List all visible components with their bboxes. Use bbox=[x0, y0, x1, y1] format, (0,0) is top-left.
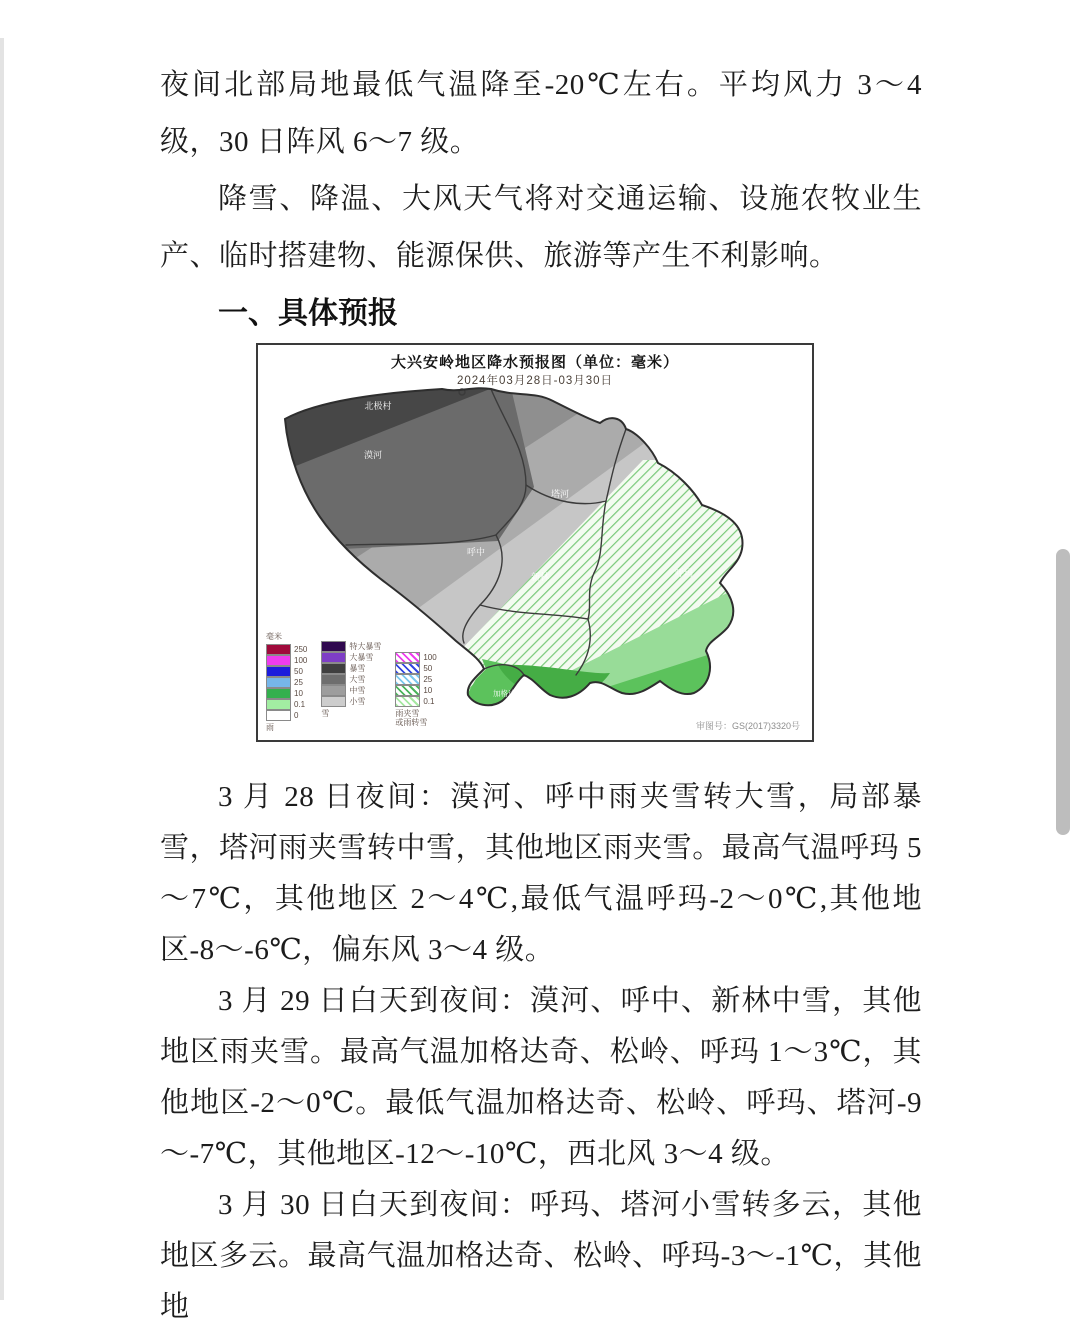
legend-value: 小雪 bbox=[349, 697, 366, 706]
legend-sleet-column bbox=[395, 652, 436, 732]
intro-paragraph-1: 夜间北部局地最低气温降至-20℃左右。平均风力 3～4 级，30 日阵风 6～7 级。 bbox=[160, 69, 922, 158]
legend-row bbox=[266, 677, 307, 688]
legend-row bbox=[395, 652, 436, 663]
forecast-section bbox=[160, 772, 922, 1333]
legend-swatch bbox=[266, 710, 291, 721]
legend-sleet-rows bbox=[395, 652, 436, 707]
legend-swatch bbox=[321, 685, 346, 696]
legend-value: 中雪 bbox=[349, 686, 366, 695]
region-label: 加格达奇 bbox=[493, 689, 523, 698]
legend-row bbox=[266, 688, 307, 699]
map-subtitle: 2024年03月28日-03月30日 bbox=[456, 375, 614, 387]
legend-swatch bbox=[321, 641, 346, 652]
legend-swatch bbox=[395, 663, 420, 674]
region-label: 呼中 bbox=[466, 547, 486, 557]
legend-value: 10 bbox=[423, 686, 433, 695]
forecast-paragraph-mar29: 3 月 29 日白天到夜间：漠河、呼中、新林中雪，其他地区雨夹雪。最高气温加格达奇、松岭、呼玛 1～3℃，其他地区-2～0℃。最低气温加格达奇、松岭、呼玛、塔河-9～-7℃，其他地区-12～-10℃，西北风 3～4 级。 bbox=[160, 985, 922, 1170]
legend-swatch bbox=[266, 688, 291, 699]
map-title: 大兴安岭地区降水预报图（单位：毫米） bbox=[390, 354, 679, 371]
legend-snow-label: 雪 bbox=[321, 709, 330, 718]
legend-value: 25 bbox=[423, 675, 433, 684]
legend-row bbox=[395, 663, 436, 674]
legend-swatch bbox=[395, 674, 420, 685]
legend-value: 25 bbox=[294, 678, 303, 687]
precipitation-map-figure bbox=[256, 343, 814, 742]
legend-row bbox=[321, 663, 381, 674]
map-credit: 审图号：GS(2017)3320号 bbox=[695, 721, 800, 731]
legend-value: 250 bbox=[294, 645, 308, 654]
legend-value: 10 bbox=[294, 689, 303, 698]
region-label: 新林 bbox=[530, 572, 550, 582]
region-label: 漠河 bbox=[363, 450, 383, 460]
legend-row bbox=[266, 710, 307, 721]
legend-swatch bbox=[321, 696, 346, 707]
legend-sleet-label-line2: 或雨转雪 bbox=[395, 718, 428, 727]
region-label: 北极村 bbox=[364, 401, 392, 411]
legend-swatch bbox=[321, 663, 346, 674]
legend-row bbox=[321, 641, 381, 652]
legend-rain-label: 雨 bbox=[266, 723, 274, 732]
section-heading: 一、具体预报 bbox=[218, 297, 398, 330]
legend-row bbox=[395, 696, 436, 707]
legend-swatch bbox=[321, 652, 346, 663]
legend-value: 100 bbox=[423, 653, 437, 662]
legend-row bbox=[395, 685, 436, 696]
map-legend bbox=[266, 631, 437, 732]
legend-snow-rows bbox=[321, 641, 381, 707]
legend-swatch bbox=[266, 644, 291, 655]
legend-value: 0 bbox=[294, 711, 299, 720]
legend-swatch bbox=[266, 655, 291, 666]
legend-snow-column bbox=[321, 641, 381, 732]
legend-row bbox=[321, 674, 381, 685]
legend-value: 50 bbox=[294, 667, 303, 676]
legend-rain-column bbox=[266, 631, 307, 732]
legend-row bbox=[321, 685, 381, 696]
legend-row bbox=[395, 674, 436, 685]
legend-row bbox=[321, 652, 381, 663]
legend-swatch bbox=[321, 674, 346, 685]
legend-row bbox=[266, 666, 307, 677]
legend-swatch bbox=[266, 666, 291, 677]
legend-swatch bbox=[395, 685, 420, 696]
legend-value: 0.1 bbox=[294, 700, 306, 709]
legend-row bbox=[321, 696, 381, 707]
region-label: 塔河 bbox=[550, 489, 570, 499]
legend-sleet-label bbox=[395, 709, 436, 727]
scrollbar-thumb[interactable] bbox=[1056, 549, 1070, 835]
legend-value: 100 bbox=[294, 656, 308, 665]
legend-swatch bbox=[395, 696, 420, 707]
legend-swatch bbox=[395, 652, 420, 663]
legend-value: 大雪 bbox=[349, 675, 366, 684]
page-left-edge bbox=[0, 38, 4, 1300]
legend-value: 50 bbox=[423, 664, 433, 673]
intro-paragraph-2: 降雪、降温、大风天气将对交通运输、设施农牧业生产、临时搭建物、能源保供、旅游等产生不利影响。 bbox=[160, 183, 922, 272]
legend-value: 0.1 bbox=[423, 697, 435, 706]
legend-row bbox=[266, 644, 307, 655]
legend-value: 特大暴雪 bbox=[349, 642, 382, 651]
legend-value: 大暴雪 bbox=[349, 653, 374, 662]
legend-row bbox=[266, 655, 307, 666]
forecast-paragraph-mar28: 3 月 28 日夜间：漠河、呼中雨夹雪转大雪，局部暴雪，塔河雨夹雪转中雪，其他地区雨夹雪。最高气温呼玛 5～7℃，其他地区 2～4℃,最低气温呼玛-2～0℃,其他地区-8～-6℃，偏东风 3～4 级。 bbox=[160, 781, 922, 966]
region-label: 呼玛 bbox=[674, 568, 694, 578]
legend-sleet-label-line1: 雨夹雪 bbox=[395, 709, 420, 718]
legend-row bbox=[266, 699, 307, 710]
legend-swatch bbox=[266, 699, 291, 710]
legend-unit-label: 毫米 bbox=[266, 632, 282, 641]
document-content bbox=[160, 57, 922, 1333]
legend-rain-rows bbox=[266, 644, 307, 721]
legend-value: 暴雪 bbox=[349, 664, 366, 673]
forecast-paragraph-mar30: 3 月 30 日白天到夜间：呼玛、塔河小雪转多云，其他地区多云。最高气温加格达奇、松岭、呼玛-3～-1℃，其他地 bbox=[160, 1189, 922, 1323]
legend-swatch bbox=[266, 677, 291, 688]
